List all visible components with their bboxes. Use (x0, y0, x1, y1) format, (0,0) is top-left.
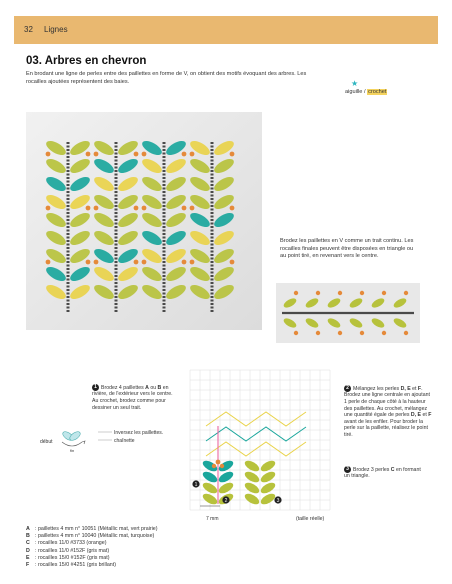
detail-berry (294, 291, 298, 295)
grid-bead (220, 464, 224, 468)
berry-bead (134, 152, 139, 157)
berry-bead (94, 260, 99, 265)
detail-berry (382, 291, 386, 295)
grid-sequin (243, 459, 261, 474)
berry-bead (230, 206, 235, 211)
berry-bead (134, 206, 139, 211)
step-2-text-b: . Brodez une ligne centrale en ajoutant 1 perle de chaque côté à la hauteur des paillettes. Au crochet, mélangez une quantité égale de perles (344, 385, 430, 419)
berry-bead (134, 260, 139, 265)
page-number: 32 (24, 25, 33, 34)
guide-chevron (206, 427, 306, 441)
material-key: A (26, 526, 30, 532)
berry-bead (182, 260, 187, 265)
grid-motif (192, 412, 306, 506)
step-2-text-c: avant de les enfiler. Pour broder la perle sur la paillette, réalisez le point tiré. (344, 418, 428, 439)
detail-berry (316, 331, 320, 335)
grid-sequin (217, 470, 235, 485)
photo-caption: Brodez les paillettes en V comme un trait continu. Les rocailles finales peuvent être disposées en triangle ou au point tiré, en revenant vers le centre. (280, 238, 414, 259)
step-2-et: et (410, 385, 418, 392)
embroidery-photo (26, 112, 262, 330)
material-a (26, 526, 158, 533)
material-text: : paillettes 4 mm n° 10040 (Métallic mat, turquoise) (35, 533, 155, 540)
detail-photo (276, 283, 420, 343)
material-key: E (26, 554, 30, 561)
material-key: B (26, 533, 30, 540)
guide-chevron (206, 412, 306, 426)
step-3-c: C (390, 466, 395, 473)
step-1-b: B (157, 384, 162, 391)
tool-legend-text (345, 89, 405, 95)
grid-diagram (186, 366, 334, 512)
material-key: D (26, 547, 30, 554)
berry-bead (94, 206, 99, 211)
page-title: 03. Arbres en chevron (26, 55, 147, 67)
step-2-de-2: D, E (410, 412, 422, 419)
step-2 (344, 385, 432, 439)
detail-berry (338, 291, 342, 295)
berry-bead (46, 152, 51, 157)
material-e (26, 555, 158, 562)
detail-berry (316, 291, 320, 295)
unit-label: 7 mm (206, 516, 219, 522)
detail-berry (360, 331, 364, 335)
materials-list (26, 526, 158, 569)
section-title: Lignes (44, 25, 68, 34)
scale-label: (taille réelle) (296, 516, 325, 522)
step-3-text-b: en formant un triangle. (344, 466, 421, 480)
material-text: : rocailles 15/0 #4251 (gris brillant) (35, 562, 116, 569)
detail-berry (404, 331, 408, 335)
step-3-text-a: Brodez 3 perles (353, 466, 391, 473)
grid-sequin (259, 492, 277, 507)
grid-sequin (243, 470, 261, 485)
detail-berry (338, 331, 342, 335)
berry-bead (86, 206, 91, 211)
material-text: : paillettes 4 mm n° 10051 (Métallic mat, vert prairie) (35, 526, 158, 532)
berry-bead (46, 206, 51, 211)
guide-chevron (206, 442, 306, 456)
step-2-f-2: F (428, 412, 432, 419)
step-2-text-a: Mélangez les perles (353, 385, 401, 392)
berry-bead (230, 260, 235, 265)
hook-label: crochet (368, 89, 387, 95)
berry-bead (142, 260, 147, 265)
tool-legend (345, 80, 405, 95)
step-1-number: 1 (92, 384, 99, 391)
material-key: C (26, 540, 30, 547)
diagram-start-label: début (40, 439, 53, 445)
berry-bead (190, 206, 195, 211)
berry-bead (46, 260, 51, 265)
berry-bead (190, 152, 195, 157)
step-2-number: 2 (344, 385, 351, 392)
grid-sequin (259, 459, 277, 474)
step-marker-label: 2 (224, 497, 228, 504)
grid-sequin (243, 492, 261, 507)
material-d (26, 548, 158, 555)
berry-bead (94, 152, 99, 157)
berry-bead (182, 206, 187, 211)
grid-sequin (259, 481, 277, 496)
step-marker-label: 3 (276, 497, 280, 504)
grid-sequin (259, 470, 277, 485)
detail-berry (382, 331, 386, 335)
berry-bead (86, 152, 91, 157)
page-header (14, 16, 438, 44)
step-1 (92, 384, 178, 411)
berry-bead (142, 206, 147, 211)
intro-text: En brodant une ligne de perles entre des paillettes en forme de V, on obtient des motifs évoquant des arbres. Les rocailles ajoutées représentent des baies. (26, 71, 307, 85)
step-1-text-a: Brodez 4 paillettes (101, 384, 146, 391)
material-b (26, 533, 158, 540)
diagram-line-1: Inversez les paillettes. (114, 430, 164, 436)
berry-bead (182, 152, 187, 157)
diagram-line-2: chaînette (114, 438, 135, 444)
berry-bead (142, 152, 147, 157)
step-2-f: F (417, 385, 422, 392)
step-1-a: A (145, 384, 149, 391)
berry-bead (86, 260, 91, 265)
tool-separator: / (362, 89, 368, 95)
step-2-et-2: et (421, 412, 429, 419)
berry-bead (230, 152, 235, 157)
berry-bead (190, 260, 195, 265)
grid-bead (212, 464, 216, 468)
step-1-and: ou (148, 384, 158, 391)
material-text: : rocailles 11/0 #3733 (orange) (35, 540, 107, 547)
grid-bead (216, 460, 221, 465)
material-text: : rocailles 11/0 #152F (gris mat) (35, 547, 110, 554)
step-1-text-b: en rivière, de l'extérieur vers le centre. Au crochet, brodez comme pour dessiner un seul trait. (92, 384, 173, 411)
diagram-end-label: fin (70, 448, 75, 453)
material-key: F (26, 562, 30, 569)
step-3-number: 3 (344, 466, 351, 473)
grid-sequin (217, 481, 235, 496)
material-c (26, 540, 158, 547)
detail-berry (404, 291, 408, 295)
grid-sequin (243, 481, 261, 496)
material-text: : rocailles 15/0 #152F (gris mat) (35, 554, 110, 561)
detail-berry (360, 291, 364, 295)
step-2-de: D, E (400, 385, 411, 392)
star-icon: ★ (351, 79, 359, 88)
detail-berry (294, 331, 298, 335)
step-3 (344, 466, 424, 480)
material-f (26, 562, 158, 569)
needle-label: aiguille (345, 89, 363, 95)
step-marker-label: 1 (194, 481, 198, 488)
